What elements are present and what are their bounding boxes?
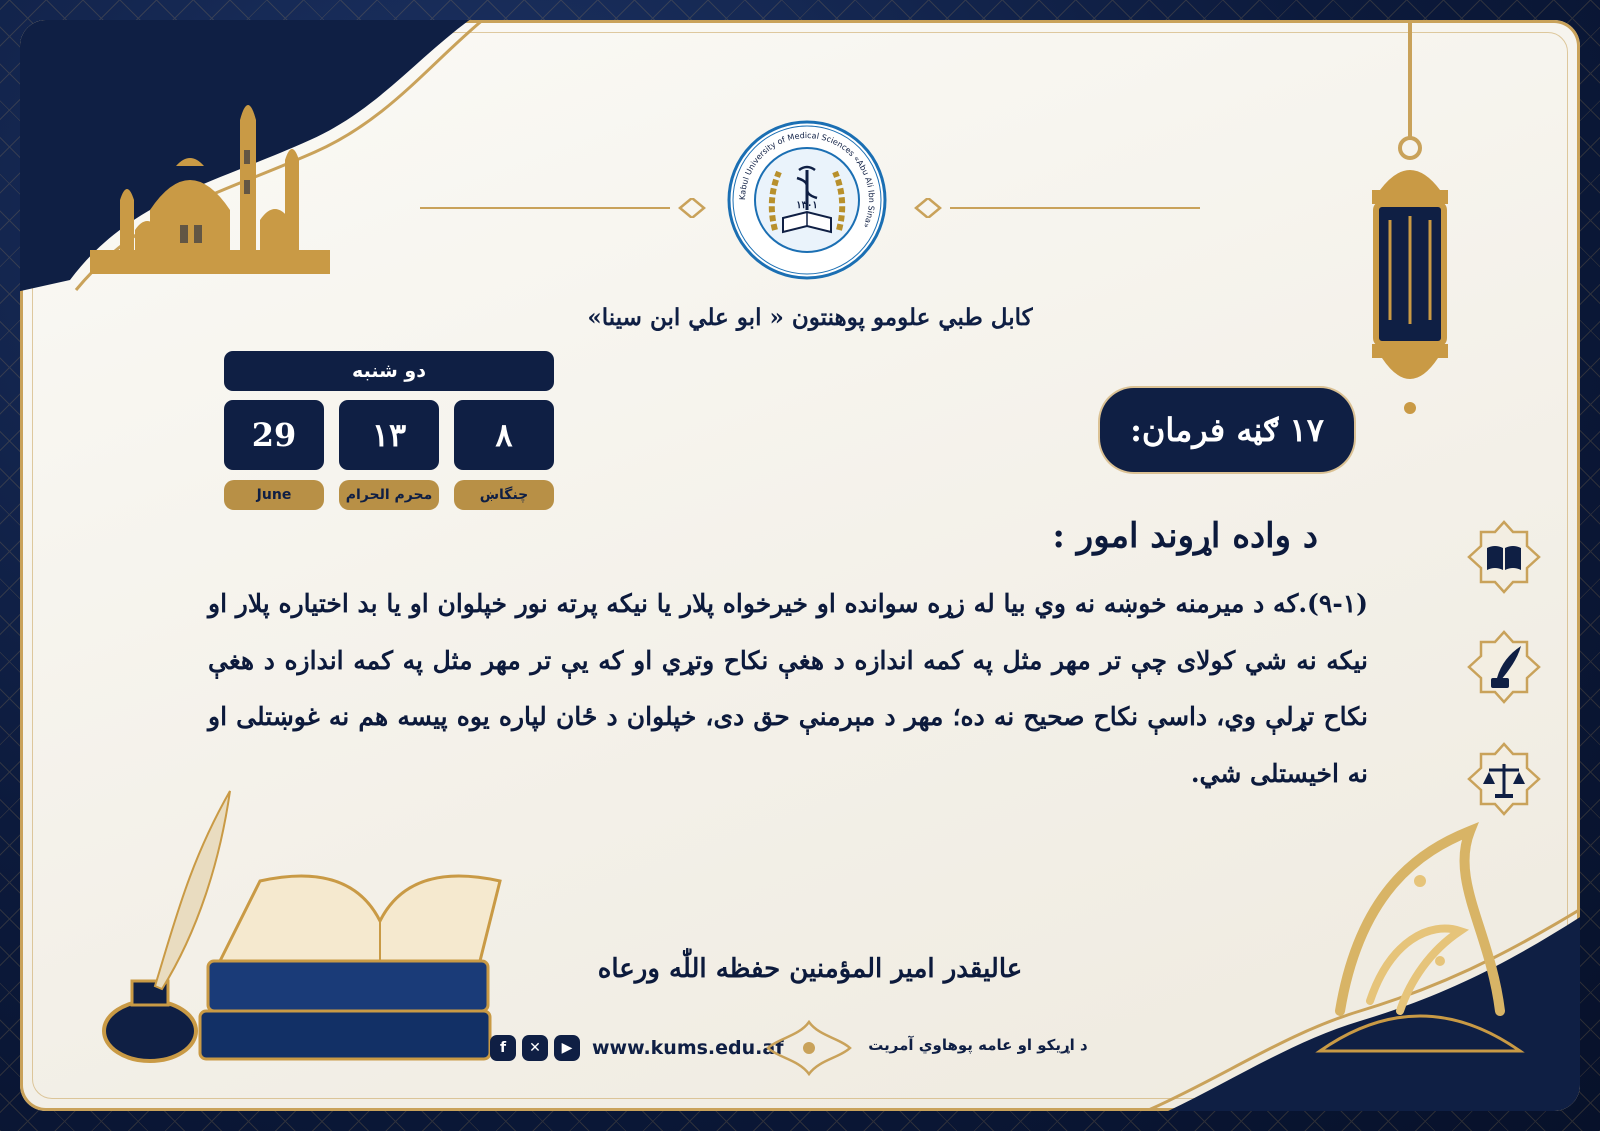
quill-icon: [1467, 630, 1541, 704]
signature-line: عالیقدر امیر المؤمنین حفظه اللّٰه ورعاه: [597, 954, 1023, 984]
ornament-divider-right: [900, 198, 1200, 218]
mosque-icon: [80, 80, 340, 280]
footer-ornament-icon: [764, 1018, 854, 1078]
section-title: د واده اړوند امور :: [1052, 516, 1318, 556]
lunar-month: محرم الحرام: [339, 480, 439, 510]
logo-year: ١٣٠١: [796, 200, 818, 211]
logo-english-text: Kabul University of Medical Sciences «Abu Ali Ibn Sina»: [737, 130, 877, 230]
calligraphy-emblem: [1300, 811, 1540, 1071]
department-name: د اړیکو او عامه پوهاوي آمریت: [868, 1036, 1088, 1054]
lantern-icon: [1350, 20, 1470, 420]
footer-contacts: [490, 1030, 783, 1066]
decree-number-badge: ١٧ ګڼه فرمان:: [1100, 388, 1354, 472]
university-logo: [727, 120, 887, 280]
solar-day: ٨: [454, 400, 554, 470]
decree-body-text: (١-٩).که د میرمنه خوښه نه وي بیا له زړه سوانده او خیرخواه پلار یا نیکه پرته نور خپلوان او یا بد اختیاره پلار او نیکه نه شي کولای چې تر مهر مثل په کمه اندازه د هغې نکاح وتړي او که یې تر مهر مثل په کمه اندازه د هغې نکاح تړلې وي، داسې نکاح صحیح نه ده؛ مهر د مېرمنې حق دی، خپلوان د ځان لپاره یوه پیسه هم نه غوښتلی او نه اخیستلی شي.: [208, 589, 1368, 788]
solar-month: چنگاښ: [454, 480, 554, 510]
lunar-day: ١٣: [339, 400, 439, 470]
gregorian-month: June: [224, 480, 324, 510]
gregorian-day: 29: [224, 400, 324, 470]
facebook-icon[interactable]: f: [490, 1035, 516, 1061]
university-name: کابل طبي علومو پوهنتون « ابو علي ابن سینا»: [587, 304, 1033, 331]
website-link[interactable]: www.kums.edu.af: [592, 1037, 784, 1059]
twitter-icon[interactable]: ✕: [522, 1035, 548, 1061]
scales-icon: [1467, 742, 1541, 816]
books-icon: [80, 771, 520, 1071]
book-icon: [1467, 520, 1541, 594]
ornament-divider-left: [420, 198, 720, 218]
weekday-label: دو شنبه: [224, 351, 554, 391]
content-card: [20, 20, 1580, 1111]
youtube-icon[interactable]: ▶: [554, 1035, 580, 1061]
